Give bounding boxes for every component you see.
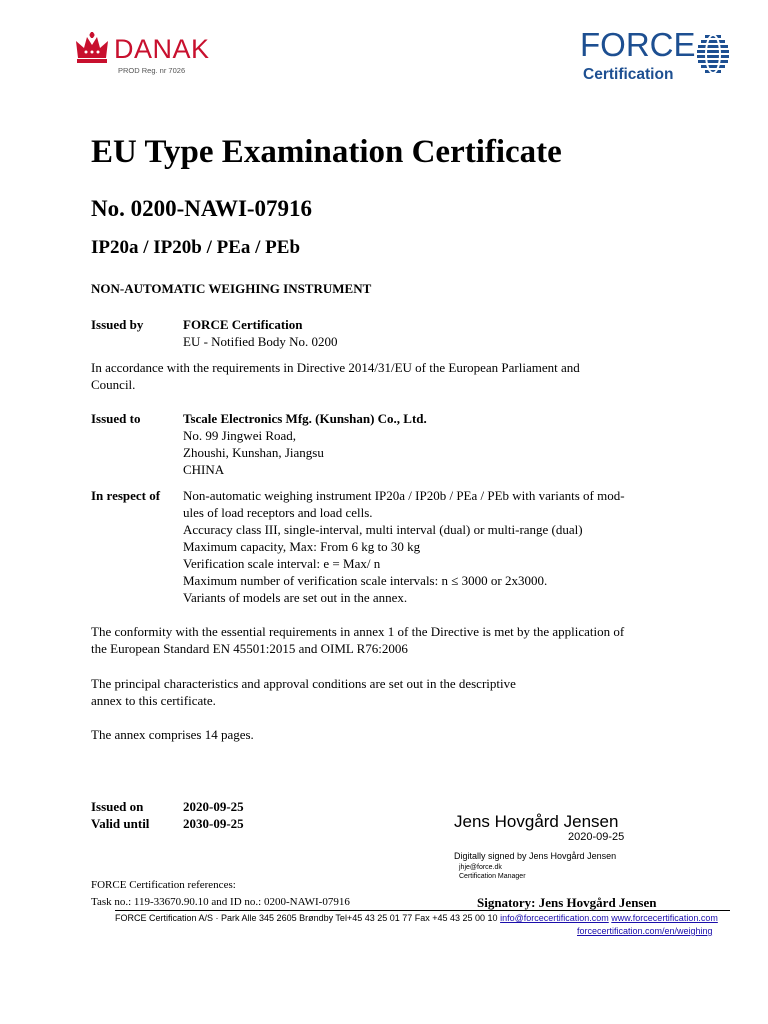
force-certification-logo: [580, 28, 730, 88]
valid-until-label: Valid until: [91, 816, 150, 831]
force-logo-text: FORCE: [580, 26, 696, 63]
signature-name: Jens Hovgård Jensen: [454, 812, 619, 831]
footer-website-link[interactable]: www.forcecertification.com: [611, 913, 718, 923]
respect-line: Maximum number of verification scale intervals: n ≤ 3000 or 2x3000.: [183, 573, 548, 588]
conformity-line: The conformity with the essential requirements in annex 1 of the Directive is met by the application of: [91, 624, 625, 639]
directive-line: In accordance with the requirements in Directive 2014/31/EU of the European Parliament and: [91, 360, 580, 375]
danak-logo: [74, 30, 224, 82]
signer-role: Certification Manager: [459, 873, 526, 880]
danak-reg-number: PROD Reg. nr 7026: [118, 66, 186, 75]
instrument-type: NON-AUTOMATIC WEIGHING INSTRUMENT: [91, 281, 372, 296]
conformity-line: the European Standard EN 45501:2015 and OIML R76:2006: [91, 641, 408, 656]
issued-by-label: Issued by: [91, 317, 144, 332]
respect-line: Accuracy class III, single-interval, multi interval (dual) or multi-range (dual): [183, 522, 583, 537]
principal-line: The principal characteristics and approval conditions are set out in the descriptive: [91, 676, 516, 691]
principal-line: annex to this certificate.: [91, 693, 216, 708]
force-logo-sub: Certification: [583, 66, 674, 83]
company-name: Tscale Electronics Mfg. (Kunshan) Co., Ltd.: [183, 411, 427, 426]
footer-divider: [115, 910, 730, 911]
signature-date: 2020-09-25: [568, 831, 625, 843]
certificate-number: No. 0200-NAWI-07916: [91, 196, 313, 221]
references-task: Task no.: 119-33670.90.10 and ID no.: 0200-NAWI-07916: [91, 896, 350, 908]
globe-icon: [696, 34, 730, 74]
footer-email-link[interactable]: info@forcecertification.com: [500, 913, 609, 923]
crown-icon: [74, 32, 110, 64]
issued-on-label: Issued on: [91, 799, 144, 814]
references-heading: FORCE Certification references:: [91, 879, 236, 891]
danak-logo-text: DANAK: [114, 34, 210, 64]
respect-line: Verification scale interval: e = Max/ n: [183, 556, 381, 571]
respect-line: Variants of models are set out in the annex.: [183, 590, 408, 605]
address-line: Zhoushi, Kunshan, Jiangsu: [183, 445, 324, 460]
footer-address-row: [115, 913, 718, 924]
respect-line: Non-automatic weighing instrument IP20a / IP20b / PEa / PEb with variants of mod-: [183, 488, 625, 503]
address-line: CHINA: [183, 462, 225, 477]
footer-weighing-link[interactable]: forcecertification.com/en/weighing: [577, 926, 713, 936]
issuer-name: FORCE Certification: [183, 317, 303, 332]
directive-line: Council.: [91, 377, 136, 392]
respect-line: Maximum capacity, Max: From 6 kg to 30 kg: [183, 539, 421, 554]
valid-until-value: 2030-09-25: [183, 816, 244, 831]
signatory: Signatory: Jens Hovgård Jensen: [477, 895, 657, 910]
respect-line: ules of load receptors and load cells.: [183, 505, 373, 520]
issued-to-label: Issued to: [91, 411, 141, 426]
document-title: EU Type Examination Certificate: [91, 134, 562, 170]
notified-body: EU - Notified Body No. 0200: [183, 334, 338, 349]
address-line: No. 99 Jingwei Road,: [183, 428, 297, 443]
issued-on-value: 2020-09-25: [183, 799, 244, 814]
annex-pages: The annex comprises 14 pages.: [91, 727, 254, 742]
footer-address: FORCE Certification A/S · Park Alle 345 2605 Brøndby Tel+45 43 25 01 77 Fax +45 43 25 00 10: [115, 913, 498, 923]
digitally-signed-note: Digitally signed by Jens Hovgård Jensen: [454, 851, 617, 861]
in-respect-of-label: In respect of: [91, 488, 161, 503]
model-names: IP20a / IP20b / PEa / PEb: [91, 237, 301, 258]
signer-email: jhje@force.dk: [459, 864, 502, 871]
